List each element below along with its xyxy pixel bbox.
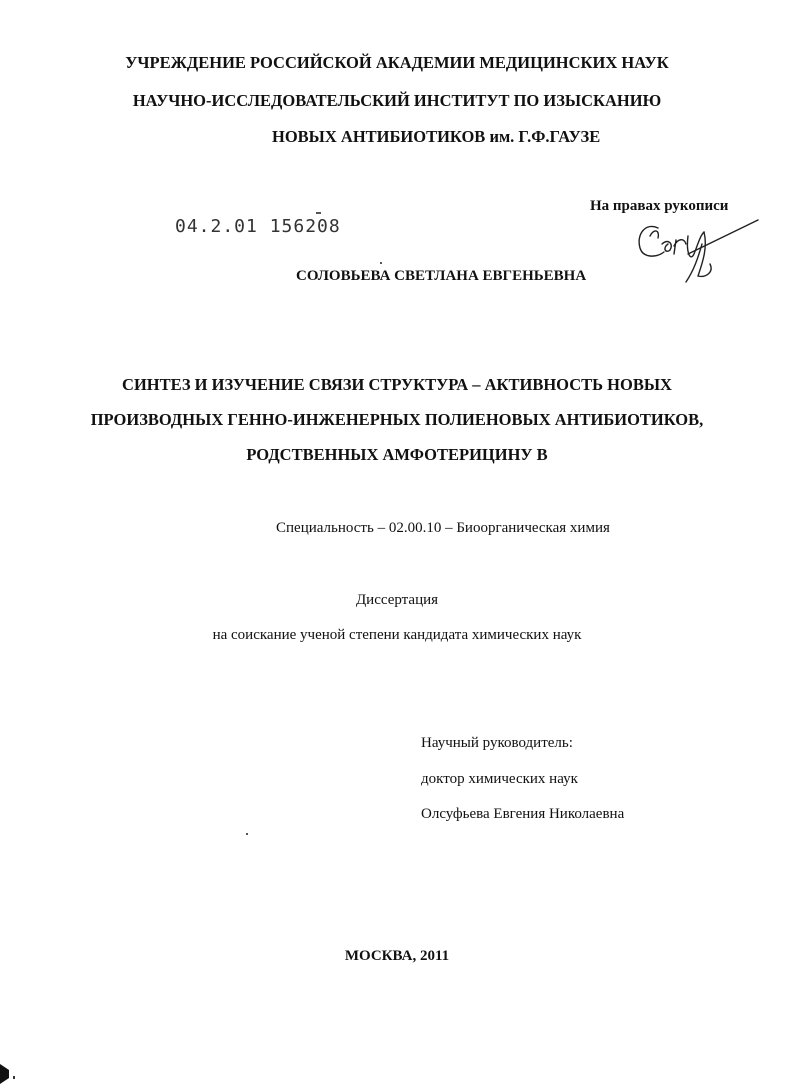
- degree-sought: на соискание ученой степени кандидата химических наук: [212, 627, 582, 643]
- registration-stamp: 04.2.01 156208: [175, 216, 341, 237]
- scan-speck: [316, 212, 321, 214]
- manuscript-note: На правах рукописи: [590, 198, 729, 214]
- supervisor-label: Научный руководитель:: [421, 735, 573, 751]
- signature-image: [628, 214, 763, 289]
- institution-line-1: УЧРЕЖДЕНИЕ РОССИЙСКОЙ АКАДЕМИИ МЕДИЦИНСКИХ НАУК: [125, 53, 669, 72]
- author-name: СОЛОВЬЕВА СВЕТЛАНА ЕВГЕНЬЕВНА: [296, 268, 587, 284]
- scan-edge-mark: [0, 1062, 22, 1087]
- document-type: Диссертация: [355, 592, 439, 608]
- scan-speck: [246, 833, 248, 835]
- specialty: Специальность – 02.00.10 – Биоорганическая химия: [276, 520, 610, 536]
- scan-speck: [380, 262, 382, 264]
- supervisor-degree: доктор химических наук: [421, 771, 578, 787]
- city-year: МОСКВА, 2011: [344, 948, 450, 964]
- dissertation-title-line-2: ПРОИЗВОДНЫХ ГЕННО-ИНЖЕНЕРНЫХ ПОЛИЕНОВЫХ АНТИБИОТИКОВ,: [90, 410, 704, 429]
- dissertation-title-line-1: СИНТЕЗ И ИЗУЧЕНИЕ СВЯЗИ СТРУКТУРА – АКТИВНОСТЬ НОВЫХ: [122, 375, 672, 394]
- institution-line-2: НАУЧНО-ИССЛЕДОВАТЕЛЬСКИЙ ИНСТИТУТ ПО ИЗЫСКАНИЮ: [132, 91, 662, 110]
- institution-line-3: НОВЫХ АНТИБИОТИКОВ им. Г.Ф.ГАУЗЕ: [272, 127, 601, 146]
- dissertation-title-line-3: РОДСТВЕННЫХ АМФОТЕРИЦИНУ В: [246, 445, 548, 464]
- supervisor-name: Олсуфьева Евгения Николаевна: [421, 806, 625, 822]
